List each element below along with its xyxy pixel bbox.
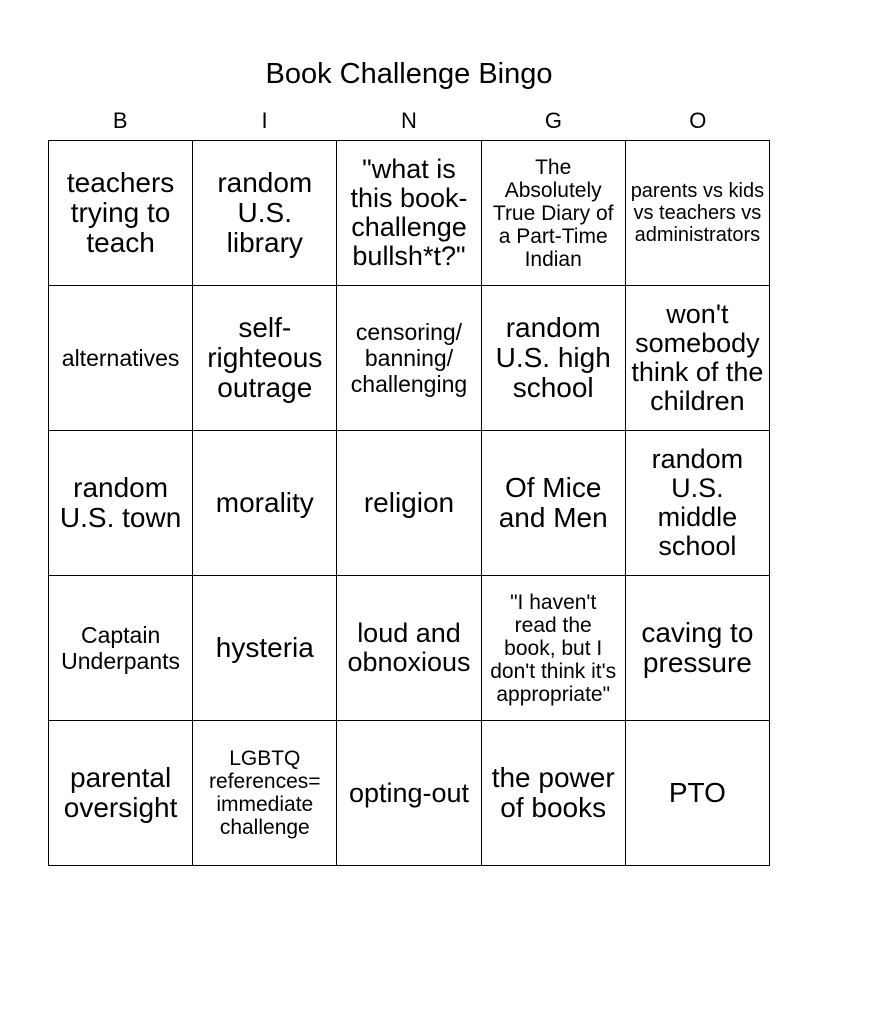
bingo-cell-r2-c3[interactable] xyxy=(337,286,481,431)
cell-text: religion xyxy=(363,487,455,518)
cell-text: self- righteous outrage xyxy=(207,312,323,403)
column-letter-b: B xyxy=(112,108,128,133)
cell-text: opting-out xyxy=(348,777,470,808)
cell-text: won't somebody think of the children xyxy=(631,299,764,416)
cell-text: censoring/ banning/ challenging xyxy=(350,319,468,397)
bingo-cell-r5-c2[interactable] xyxy=(193,721,337,866)
bingo-cell-r5-c3[interactable] xyxy=(337,721,481,866)
bingo-cell-r1-c5[interactable] xyxy=(626,141,770,286)
bingo-cell-r1-c1[interactable] xyxy=(49,141,193,286)
bingo-cell-r2-c2[interactable] xyxy=(193,286,337,431)
column-letter-g: G xyxy=(544,108,562,133)
bingo-cell-r3-c4[interactable] xyxy=(482,431,626,576)
bingo-cell-r3-c2[interactable] xyxy=(193,431,337,576)
cell-text: Of Mice and Men xyxy=(498,472,608,533)
bingo-cell-r5-c5[interactable] xyxy=(626,721,770,866)
cell-text: parents vs kids vs teachers vs administrators xyxy=(630,180,765,246)
cell-text: hysteria xyxy=(215,632,314,663)
bingo-cell-r4-c1[interactable] xyxy=(49,576,193,721)
card-title: Book Challenge Bingo xyxy=(265,58,553,90)
cell-text: random U.S. town xyxy=(59,472,182,533)
cell-text: "what is this book- challenge bullsh*t?" xyxy=(350,154,468,271)
cell-text: morality xyxy=(215,487,314,518)
cell-text: LGBTQ references= immediate challenge xyxy=(209,747,321,839)
bingo-cell-r1-c2[interactable] xyxy=(193,141,337,286)
bingo-header xyxy=(48,106,770,136)
cell-text: PTO xyxy=(668,777,726,808)
cell-text: parental oversight xyxy=(63,762,178,823)
bingo-cell-r3-c1[interactable] xyxy=(49,431,193,576)
bingo-cell-r2-c1[interactable] xyxy=(49,286,193,431)
bingo-cell-r5-c1[interactable] xyxy=(49,721,193,866)
column-letter-n: N xyxy=(401,108,417,133)
cell-text: random U.S. middle school xyxy=(651,444,744,561)
bingo-cell-r5-c4[interactable] xyxy=(482,721,626,866)
bingo-grid xyxy=(48,140,770,866)
column-letter-o: O xyxy=(689,108,707,133)
cell-text: loud and obnoxious xyxy=(347,618,471,677)
bingo-cell-r1-c3[interactable] xyxy=(337,141,481,286)
bingo-cell-r4-c3[interactable] xyxy=(337,576,481,721)
cell-text: The Absolutely True Diary of a Part-Time Indian xyxy=(492,155,614,271)
bingo-cell-r1-c4[interactable] xyxy=(482,141,626,286)
cell-text: caving to pressure xyxy=(641,617,754,678)
bingo-cell-r3-c5[interactable] xyxy=(626,431,770,576)
cell-text: random U.S. library xyxy=(217,167,313,258)
cell-text: random U.S. high school xyxy=(495,312,611,403)
bingo-cell-r2-c4[interactable] xyxy=(482,286,626,431)
cell-text: "I haven't read the book, but I don't think it's appropriate" xyxy=(490,590,617,706)
bingo-cell-r3-c3[interactable] xyxy=(337,431,481,576)
cell-text: alternatives xyxy=(61,345,180,371)
bingo-cell-r4-c4[interactable] xyxy=(482,576,626,721)
bingo-cell-r4-c5[interactable] xyxy=(626,576,770,721)
column-letter-i: I xyxy=(261,108,268,133)
cell-text: Captain Underpants xyxy=(61,622,181,674)
bingo-cell-r2-c5[interactable] xyxy=(626,286,770,431)
cell-text: the power of books xyxy=(491,762,615,823)
cell-text: teachers trying to teach xyxy=(66,167,175,258)
bingo-cell-r4-c2[interactable] xyxy=(193,576,337,721)
